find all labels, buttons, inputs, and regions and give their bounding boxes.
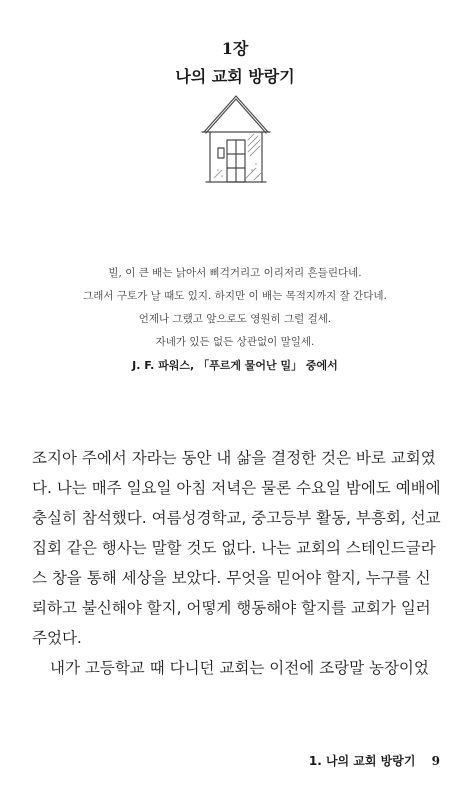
body-line: 집회 같은 행사는 말할 것도 없다. 나는 교회의 스테인드글라 [32, 539, 436, 557]
page-number: 9 [431, 754, 440, 768]
epigraph-line: 언제나 그랬고 앞으로도 영원히 그럴 걸세. [138, 313, 332, 325]
epigraph-line: 빌, 이 큰 배는 낡아서 삐걱거리고 이리저리 흔들린다네. [108, 267, 362, 279]
epigraph [40, 262, 430, 354]
body-line: 다. 나는 매주 일요일 아침 저녁은 물론 수요일 밤에도 예배에 [32, 479, 441, 497]
body-line: 주었다. [32, 629, 82, 647]
body-line: 뢰하고 불신해야 할지, 어떻게 행동해야 할지를 교회가 일러 [32, 599, 431, 617]
body-line: 스 창을 통해 세상을 보았다. 무엇을 믿어야 할지, 누구를 신 [32, 569, 431, 587]
body-line: 내가 고등학교 때 다니던 교회는 이전에 조랑말 농장이었 [50, 659, 429, 677]
body-line: 충실히 참석했다. 여름성경학교, 중고등부 활동, 부흥회, 선교 [32, 509, 441, 527]
epigraph-source: J. F. 파워스, 「푸르게 물어난 밀」 중에서 [132, 359, 338, 372]
chapter-number: 1장 [221, 39, 249, 58]
body-line: 조지아 주에서 자라는 동안 내 삶을 결정한 것은 바로 교회였 [32, 449, 436, 467]
epigraph-line: 그래서 구토가 날 때도 있지. 하지만 이 배는 목적지까지 잘 간다네. [83, 290, 387, 302]
church-illustration [196, 90, 276, 190]
body-text [32, 443, 444, 683]
chapter-title: 나의 교회 방랑기 [175, 67, 295, 86]
running-head: 1. 나의 교회 방랑기 [308, 754, 416, 768]
epigraph-line: 자네가 있든 없든 상관없이 말일세. [155, 336, 315, 348]
page-footer [309, 752, 440, 769]
